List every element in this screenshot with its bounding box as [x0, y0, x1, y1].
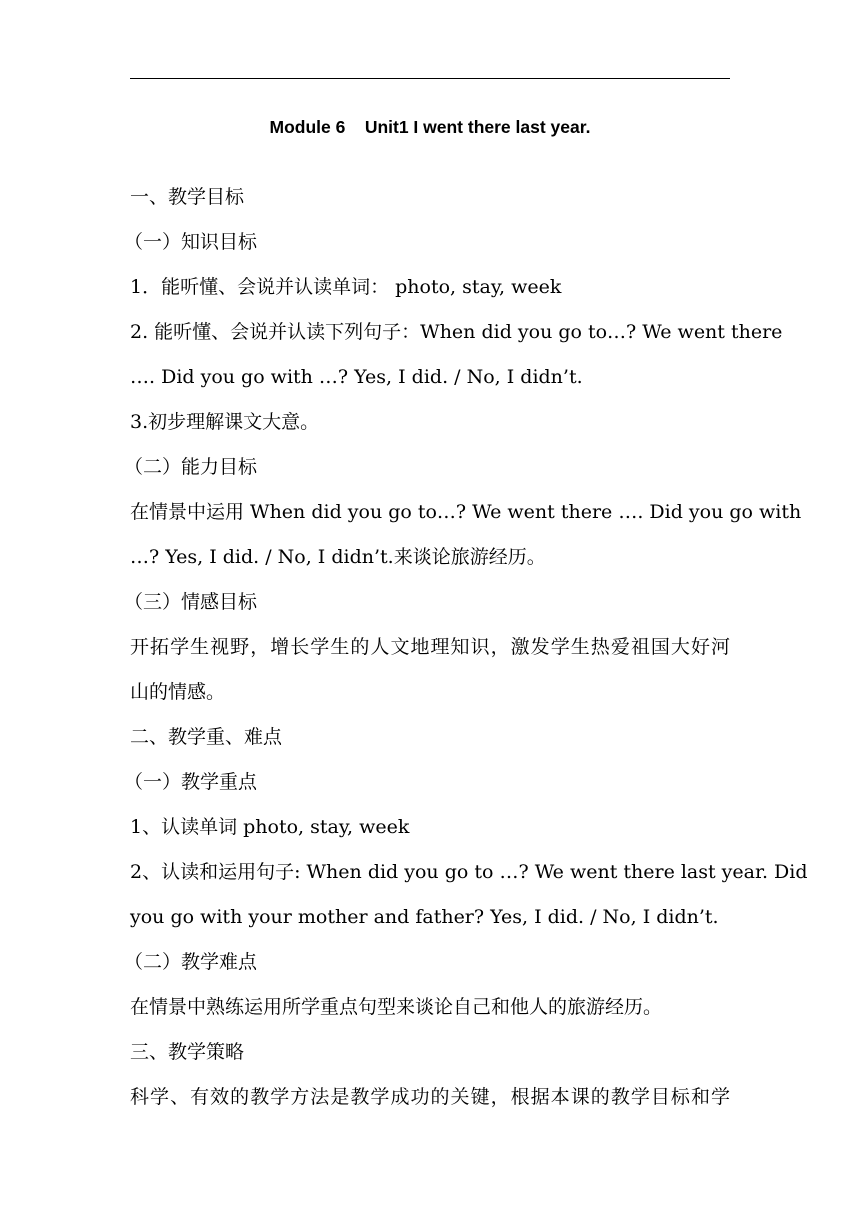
section-heading-objectives: 一、教学目标 — [130, 186, 245, 208]
document-body — [124, 175, 808, 1120]
body-line: 科学、有效的教学方法是教学成功的关键，根据本课的教学目标和学 — [130, 1086, 730, 1108]
body-line: 2、认读和运用句子: When did you go to …? We went there last year. Did — [130, 861, 808, 883]
body-line: …. Did you go with …? Yes, I did. / No, I didn’t. — [130, 366, 583, 388]
subheading-difficult-points: （二）教学难点 — [124, 951, 258, 973]
section-heading-strategies: 三、教学策略 — [130, 1041, 245, 1063]
header-rule — [130, 78, 730, 79]
subheading-ability-objectives: （二）能力目标 — [124, 456, 258, 478]
subheading-emotional-objectives: （三）情感目标 — [124, 591, 258, 613]
body-line: 3.初步理解课文大意。 — [130, 411, 320, 433]
subheading-key-points: （一）教学重点 — [124, 771, 258, 793]
body-line: 1．能听懂、会说并认读单词： photo, stay, week — [130, 276, 562, 298]
body-line: 在情景中运用 When did you go to…? We went there …. Did you go with — [130, 501, 802, 523]
body-line: 2. 能听懂、会说并认读下列句子：When did you go to…? We went there — [130, 321, 783, 343]
body-line: 开拓学生视野，增长学生的人文地理知识，激发学生热爱祖国大好河 — [130, 636, 730, 658]
document-title: Module 6 Unit1 I went there last year. — [269, 117, 591, 137]
section-heading-key-difficult-points: 二、教学重、难点 — [130, 726, 283, 748]
body-line: 山的情感。 — [130, 681, 226, 703]
body-line: 1、认读单词 photo, stay, week — [130, 816, 410, 838]
body-line: you go with your mother and father? Yes, I did. / No, I didn’t. — [130, 906, 719, 928]
body-line: 在情景中熟练运用所学重点句型来谈论自己和他人的旅游经历。 — [130, 996, 663, 1018]
body-line: …? Yes, I did. / No, I didn’t.来谈论旅游经历。 — [130, 546, 546, 568]
subheading-knowledge-objectives: （一）知识目标 — [124, 231, 258, 253]
